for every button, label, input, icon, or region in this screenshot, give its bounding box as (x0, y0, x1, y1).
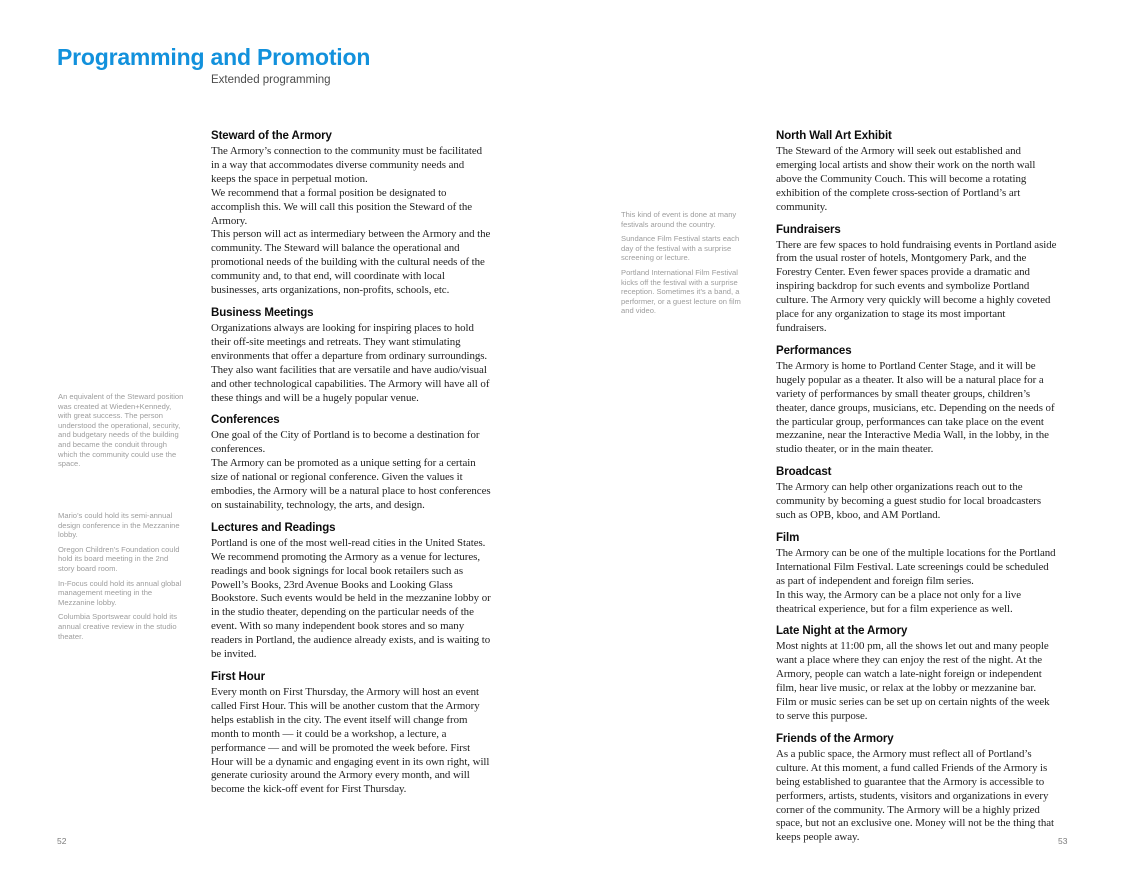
section-paragraph: Portland is one of the most well-read cities in the United States. We recommend promoting the Armory as a venue for lectures, readings and book signings for local book retailers such as Powell’s Books, 23rd Avenue Books and Looking Glass Bookstore. Such events would be held in the mezzanine lobby or in the studio theater, depending on the particular needs of the event. With so many independent book stores and so many readers in Portland, the audience already exists, and is waiting to be invited. (211, 536, 491, 661)
section-heading: North Wall Art Exhibit (776, 130, 892, 142)
section-paragraph: Most nights at 11:00 pm, all the shows let out and many people want a place where they can enjoy the rest of the night. At the Armory, people can watch a late-night foreign or independent film, hear live music, or relax at the lobby or mezzanine bar. Film or music series can be set up on certain nights of the week to serve this purpose. (776, 640, 1050, 722)
section-heading: Broadcast (776, 466, 832, 479)
section-business-meetings (211, 306, 491, 405)
margin-note-group-festivals (621, 210, 751, 321)
margin-note-paragraph: Sundance Film Festival starts each day of the festival with a surprise screening or lecture. (621, 234, 740, 263)
section-first-hour (211, 670, 491, 797)
section-fundraisers (776, 223, 1058, 336)
section-paragraph: The Armory can be promoted as a unique setting for a certain size of national or regional conference. Given the values it embodies, the Armory will be a natural place to host conferences on sustainability, technology, the arts, and design. (211, 457, 491, 511)
section-north-wall-art-exhibit (776, 129, 1058, 215)
section-paragraph: One goal of the City of Portland is to become a destination for conferences. (211, 429, 480, 456)
margin-note-paragraph: Mario’s could hold its semi-annual design conference in the Mezzanine lobby. (58, 511, 180, 540)
section-heading: Late Night at the Armory (776, 625, 908, 638)
section-heading: Film (776, 531, 800, 544)
section-paragraph: The Armory’s connection to the community must be facilitated in a way that accommodates diverse community needs and keeps the space in perpetual motion. (211, 145, 483, 185)
section-lectures-and-readings (211, 521, 491, 662)
section-paragraph: The Armory can help other organizations reach out to the community by becoming a guest studio for local broadcasters such as OPB, kboo, and AM Portland. (776, 481, 1042, 522)
margin-note-paragraph: Portland International Film Festival kicks off the festival with a surprise reception. Sometimes it’s a band, a performer, or a guest lecture on film and video. (621, 267, 741, 316)
page-number-left: 52 (57, 836, 67, 846)
margin-note-group-venue-examples (58, 511, 184, 646)
section-heading: Lectures and Readings (211, 521, 336, 534)
margin-note-paragraph: Oregon Children’s Foundation could hold its board meeting in the 2nd story board room. (58, 544, 180, 573)
section-paragraph: Organizations always are looking for inspiring places to hold their off-site meetings and retreats. They want stimulating environments that offer a departure from ordinary surroundings. They also want facilities that are versatile and have audio/visual and other technological capabilities. The Armory will have all of these things and will be a hugely popular venue. (211, 321, 490, 404)
section-conferences (211, 413, 491, 512)
margin-note-paragraph: This kind of event is done at many festivals around the country. (621, 210, 737, 229)
section-steward-of-the-armory (211, 129, 491, 298)
section-friends-of-the-armory (776, 732, 1058, 845)
margin-note-paragraph: Columbia Sportswear could hold its annual creative review in the studio theater. (58, 612, 178, 641)
section-heading: Friends of the Armory (776, 732, 894, 745)
section-film (776, 531, 1058, 617)
section-heading: First Hour (211, 671, 265, 683)
section-heading: Conferences (211, 414, 280, 427)
section-heading: Steward of the Armory (211, 130, 332, 142)
section-heading: Performances (776, 344, 852, 357)
section-heading: Fundraisers (776, 223, 841, 236)
section-heading: Business Meetings (211, 306, 314, 319)
section-paragraph: The Armory is home to Portland Center Stage, and it will be hugely popular as a theater. It also will be a natural place for a variety of performances by small theater groups, children’s theater, dance groups, musicians, etc. Depending on the needs of the particular group, performances can take place on the event mezzanine, near the Interactive Media Wall, in the lobby, in the studio theater, or in the main theater. (776, 359, 1055, 456)
page-number-right: 53 (1058, 836, 1068, 846)
section-paragraph: Every month on First Thursday, the Armory will host an event called First Hour. This will be another custom that the Armory helps establish in the city. The event itself will change from month to month — it could be a workshop, a lecture, a performance — and will be promoted the week before. First Hour will be a dynamic and engaging event in its own right, will generate curiosity around the Armory every month, and will become the kick-off event for First Thursday. (211, 686, 490, 796)
section-paragraph: The Armory can be one of the multiple locations for the Portland International Film Festival. Late screenings could be scheduled as part of independent and foreign film series. (776, 546, 1056, 587)
section-paragraph: We recommend that a formal position be designated to accomplish this. We will call this position the Steward of the Armory. (211, 186, 473, 227)
section-late-night-at-the-armory (776, 624, 1058, 723)
section-broadcast (776, 465, 1058, 523)
margin-note-paragraph: An equivalent of the Steward position was created at Wieden+Kennedy, with great success. The person understood the operational, security, and budgetary needs of the building and became the conduit through which the community could use the space. (58, 392, 184, 469)
section-paragraph: In this way, the Armory can be a place not only for a live theatrical experience, but for a film experience as well. (776, 588, 1021, 615)
section-paragraph: There are few spaces to hold fundraising events in Portland aside from the usual roster of hotels, Montgomery Park, and the Forestry Center. Even fewer spaces provide a dramatic and inspiring backdrop for such events and symbolize Portland culture. The Armory very quickly will become a highly coveted place for any organization to stage its most important fundraisers. (776, 238, 1057, 334)
margin-note-paragraph: In-Focus could hold its annual global management meeting in the Mezzanine lobby. (58, 578, 182, 607)
page-subtitle: Extended programming (211, 74, 331, 86)
page-title: Programming and Promotion (57, 44, 371, 70)
right-page-text-column (776, 129, 1058, 845)
section-paragraph: This person will act as intermediary between the Armory and the community. The Steward will balance the operational and promotional needs of the building with the cultural needs of the community and, to that end, will coordinate with local businesses, arts organizations, non-profits, schools, etc. (211, 228, 491, 297)
left-page-text-column (211, 129, 491, 797)
section-paragraph: As a public space, the Armory must reflect all of Portland’s culture. At this moment, a fund called Friends of the Armory is being established to guarantee that the Armory is accessible to performers, artists, students, visitors and organizations in every corner of the community. The Armory will be a highly prized space, but not an exclusive one. Money will not be the thing that keeps people away. (776, 747, 1055, 844)
section-paragraph: The Steward of the Armory will seek out established and emerging local artists and show their work on the north wall above the Community Couch. This will become a rotating exhibition of the complete cross-section of Portland’s art community. (776, 145, 1036, 213)
section-performances (776, 344, 1058, 457)
margin-note-group-steward (58, 392, 184, 474)
